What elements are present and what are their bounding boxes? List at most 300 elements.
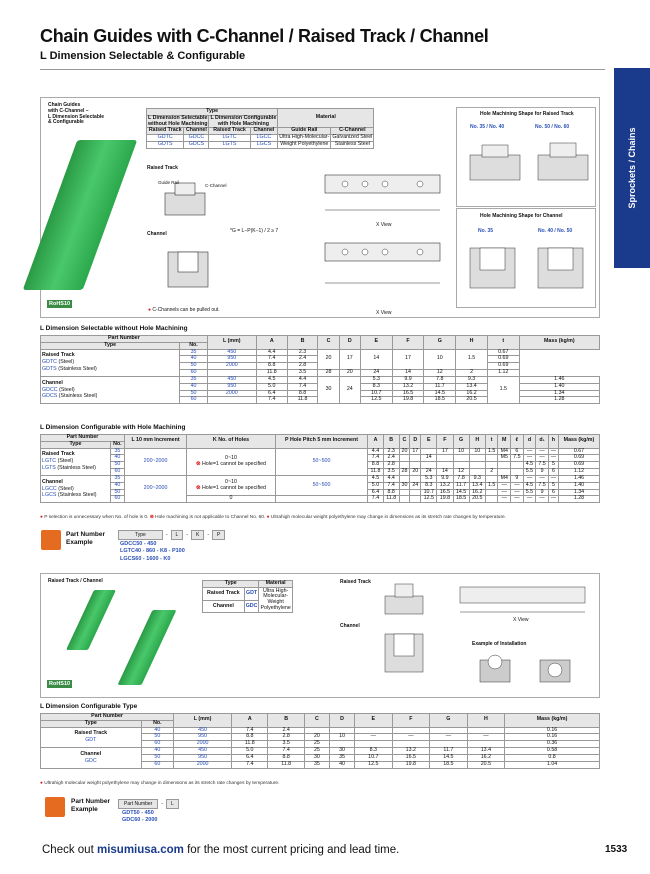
cell	[410, 489, 421, 496]
k-zero: 0	[187, 496, 276, 503]
cell: 5	[548, 462, 558, 469]
cell: 2.4	[268, 727, 304, 734]
cell: GDTS	[147, 142, 184, 149]
xview-label-1: X View	[376, 222, 392, 228]
pn2-header: Part Number - L	[118, 799, 179, 809]
cell: 10	[329, 734, 354, 741]
th: B	[287, 336, 318, 350]
cell: 20.5	[469, 496, 485, 503]
cell: 60	[110, 469, 124, 476]
cell: 19.8	[437, 496, 453, 503]
cell: 1.28	[519, 397, 599, 404]
cell: 2.8	[287, 363, 318, 370]
cell: 9.3	[469, 475, 485, 482]
cell: 3.5	[287, 370, 318, 377]
type-header: Type	[147, 109, 278, 116]
th: Part Number	[41, 336, 208, 343]
k-note: Hole=1 cannot be specified	[201, 460, 266, 467]
example: LGCS60 - 1600 - K0	[120, 555, 171, 562]
cell: 40	[329, 761, 354, 768]
cell: 14.5	[424, 390, 456, 397]
cell: 7.5	[536, 482, 549, 489]
cell: 8.8	[232, 734, 268, 741]
hole-channel-title: Hole Machining Shape for Channel	[480, 213, 563, 219]
x-icon: ⊗	[196, 460, 201, 467]
cell: 2.3	[383, 448, 399, 455]
cell: 9	[536, 469, 549, 476]
cell: 7.5	[511, 455, 524, 462]
cell	[511, 462, 524, 469]
cell: 7.4	[383, 482, 399, 489]
cell: 11.7	[424, 383, 456, 390]
cell: —	[523, 475, 536, 482]
cell: 35	[329, 754, 354, 761]
section2-plan-drawing	[455, 582, 595, 622]
th: Type	[203, 581, 259, 588]
mat: (Steel)	[59, 386, 75, 393]
cell: GDCS	[184, 142, 209, 149]
th: G	[453, 435, 469, 449]
col-without-hole: L Dimension Selectable without Hole Machining	[148, 114, 208, 127]
th: M	[498, 435, 511, 449]
cell: 0.36	[505, 741, 600, 748]
cell: 16.5	[392, 390, 424, 397]
cell: 8.8	[383, 489, 399, 496]
cell: 450	[207, 349, 256, 356]
cell: 450	[174, 748, 232, 755]
cell: 8.8	[256, 363, 287, 370]
pn1-header: Type - L - K - P	[118, 530, 225, 540]
th: P Hole Pitch 5 mm Increment	[275, 435, 367, 449]
group-type: Channel	[80, 750, 102, 757]
hole-channel-b: No. 40 / No. 50	[538, 228, 573, 234]
g-formula: *G = L−P(K−1) / 2 ≥ 7	[230, 228, 279, 234]
cell: 5.5	[523, 469, 536, 476]
pn: LGTC	[42, 458, 57, 465]
cell: 5.0	[232, 748, 268, 755]
note-icon: ●	[266, 515, 270, 520]
pn: LGCC	[42, 485, 57, 492]
cell: 0.69	[558, 455, 599, 462]
cell: 35	[180, 376, 208, 383]
cell: 2	[456, 370, 488, 377]
cell: 11.8	[268, 761, 304, 768]
material-header: Material	[278, 109, 374, 128]
cell: 5	[548, 482, 558, 489]
cell: 2.8	[268, 734, 304, 741]
cell: 18.5	[453, 496, 469, 503]
cell: 2000	[207, 390, 256, 397]
cell	[437, 455, 453, 462]
cell: Channel	[203, 600, 245, 613]
group	[41, 727, 142, 747]
group	[41, 475, 111, 502]
example: GDCC50 - 450	[120, 541, 157, 547]
cell: 40	[141, 727, 174, 734]
mat: (Steel)	[57, 458, 74, 465]
cell: 7.4	[256, 397, 287, 404]
cell: 10	[453, 448, 469, 455]
cell: 2.4	[287, 356, 318, 363]
cell: 1.5	[456, 349, 488, 369]
pn: GDT	[85, 737, 97, 744]
cell: 24	[421, 469, 437, 476]
th: D	[339, 336, 360, 350]
th: d	[523, 435, 536, 449]
cell: 60	[180, 370, 208, 377]
cell	[399, 489, 410, 496]
xview-label-2: X View	[376, 310, 392, 316]
cell: 0.67	[487, 349, 519, 356]
th: F	[392, 714, 430, 728]
cell: 1.5	[485, 448, 498, 455]
cell: 12.5	[360, 397, 392, 404]
th: H	[456, 336, 488, 350]
cell: 4.4	[383, 475, 399, 482]
cell: 0.69	[487, 356, 519, 363]
cell: 9.3	[456, 376, 488, 383]
cell: GDT	[244, 587, 259, 600]
cell: 30	[399, 482, 410, 489]
cell: —	[548, 475, 558, 482]
part-number-icon	[41, 530, 61, 550]
c-channel-label: C-Channel	[205, 183, 227, 188]
cell: 7.4	[232, 727, 268, 734]
cell: 4.5	[523, 462, 536, 469]
example: GDC60 - 2000	[122, 817, 158, 824]
cell: 9	[536, 489, 549, 496]
cell: 35	[110, 475, 124, 482]
section1-caption: Chain Guides with C-Channel – L Dimension Selectable & Configurable	[48, 102, 105, 126]
cell: 1.5	[487, 376, 519, 403]
cell: 5.0	[368, 482, 384, 489]
sub-h: Raised Track	[147, 128, 184, 135]
group-type: Raised Track	[42, 352, 75, 359]
cell: —	[523, 455, 536, 462]
footer-post: for the most current pricing and lead time.	[183, 844, 400, 856]
th: B	[383, 435, 399, 449]
th: L 10 mm Increment	[124, 435, 186, 449]
cell: —	[536, 496, 549, 503]
cell: Ultra High-Molecular-	[279, 134, 330, 141]
cell	[469, 455, 485, 462]
th: F	[437, 435, 453, 449]
pn-h: Type	[118, 530, 163, 540]
l-range: 200~2000	[124, 475, 186, 502]
th: G	[430, 714, 468, 728]
cell: GDCC	[184, 135, 209, 142]
cell: GDC	[244, 600, 259, 613]
cell: 6.4	[368, 489, 384, 496]
cell: —	[467, 734, 505, 741]
cell: 8.3	[360, 383, 392, 390]
cell: 18.5	[430, 761, 468, 768]
cell: 19.8	[392, 397, 424, 404]
p-range: 50~500	[275, 448, 367, 475]
cell: LGCC	[250, 135, 278, 142]
cell: 12.5	[421, 496, 437, 503]
cell: 10.7	[355, 754, 393, 761]
th: Type	[41, 720, 142, 727]
th: H	[469, 435, 485, 449]
th: Mass (kg/m)	[558, 435, 599, 449]
th: h	[548, 435, 558, 449]
cell: 11.8	[256, 370, 287, 377]
side-tab-sprockets[interactable]	[614, 68, 650, 268]
cell: 1.46	[519, 376, 599, 383]
cell: 4.4	[368, 448, 384, 455]
th: D	[410, 435, 421, 449]
group-type: Raised Track	[42, 451, 75, 458]
cell: Galvanized Steel	[332, 134, 373, 141]
cell: 60	[141, 741, 174, 748]
type-material-table	[146, 108, 374, 149]
sub-h: Guide Rail	[278, 128, 331, 135]
cell: —	[548, 455, 558, 462]
th: No.	[141, 720, 174, 727]
note: Ultrahigh molecular weight polyethylene may change in dimensions as its stretch rate changes by temperature.	[270, 515, 507, 520]
rohs-badge-1: RoHS10	[49, 301, 71, 307]
ch-section-drawing	[375, 622, 435, 687]
cell: 11.7	[453, 482, 469, 489]
k-range: 0~10	[225, 478, 237, 485]
cell: 35	[110, 448, 124, 455]
guide-rail-label: Guide Rail	[158, 180, 180, 185]
installation-drawing	[470, 650, 580, 690]
cell: 20.5	[467, 761, 505, 768]
cell: 450	[207, 376, 256, 383]
l-range: 200~2000	[124, 448, 186, 475]
pn: LGTS	[42, 465, 56, 472]
cell: 17	[392, 349, 424, 369]
pn: GDTC	[42, 359, 58, 366]
cell: 10	[469, 448, 485, 455]
rohs-badge-2: RoHS10	[49, 681, 71, 687]
th: E	[355, 714, 393, 728]
mat: (Steel)	[58, 359, 75, 366]
th: A	[256, 336, 287, 350]
th: Material	[259, 581, 292, 588]
cell: 18.5	[424, 397, 456, 404]
th: Mass (kg/m)	[505, 714, 600, 728]
cell	[485, 455, 498, 462]
th: Part Number	[41, 435, 125, 442]
cell: Ultra High- Molecular- Weight Polyethylene	[260, 587, 291, 611]
p-range: 50~500	[275, 475, 367, 495]
page-subtitle: L Dimension Selectable & Configurable	[40, 50, 246, 62]
cell: 7.8	[424, 376, 456, 383]
cell: 7.8	[453, 475, 469, 482]
cell: —	[523, 448, 536, 455]
table1-title: L Dimension Selectable without Hole Machining	[40, 325, 188, 332]
cell: 0.69	[487, 363, 519, 370]
k-cell	[187, 448, 276, 475]
note: P selection is unnecessary when No. of hole is 0.	[44, 515, 149, 520]
table2-title: L Dimension Configurable with Hole Machining	[40, 424, 186, 431]
cell: 17	[410, 448, 421, 455]
page-number: 1533	[605, 844, 628, 855]
cell: 25	[304, 741, 329, 748]
cell: 4.5	[256, 376, 287, 383]
cell: 6.4	[232, 754, 268, 761]
cell: 17	[437, 448, 453, 455]
cell: 950	[207, 356, 256, 363]
th: C	[318, 336, 339, 350]
cell: 9.9	[437, 475, 453, 482]
table3-title: L Dimension Configurable Type	[40, 703, 138, 710]
cell: 12.5	[355, 761, 393, 768]
cell: 7.4	[368, 455, 384, 462]
cell: 6	[511, 448, 524, 455]
channel-section-drawing	[158, 242, 218, 297]
cell: 4.5	[523, 482, 536, 489]
cell: 1.12	[558, 469, 599, 476]
cell: 4.4	[287, 376, 318, 383]
pull-out-note: C-Channels can be pulled out.	[152, 307, 220, 313]
cell: 2000	[207, 363, 256, 370]
cell: 5.0	[256, 383, 287, 390]
cell: 3.5	[268, 741, 304, 748]
cell: 4.4	[256, 349, 287, 356]
cell: 6.4	[256, 390, 287, 397]
cell: 13.2	[392, 748, 430, 755]
cell: 40	[141, 748, 174, 755]
cell: 25	[304, 748, 329, 755]
cell: 6	[548, 469, 558, 476]
mat: (Steel)	[58, 485, 74, 492]
cell: 950	[207, 383, 256, 390]
cell: 10	[424, 349, 456, 369]
cell: 20	[399, 448, 410, 455]
cell: 20	[318, 349, 339, 369]
th: H	[467, 714, 505, 728]
k-cell	[187, 475, 276, 495]
cell: 20	[339, 370, 360, 377]
cell: —	[523, 496, 536, 503]
th: Part Number	[41, 714, 174, 721]
cell: 9	[511, 475, 524, 482]
cell: —	[511, 482, 524, 489]
pn-h: K	[191, 530, 204, 540]
pn2-examples	[122, 810, 157, 825]
sub-h: Raised Track	[209, 128, 250, 135]
cell: 3.5	[383, 469, 399, 476]
hole-channel-drawings	[460, 238, 595, 303]
th: G	[424, 336, 456, 350]
cell: 0.16	[505, 734, 600, 741]
cell: LGCS	[250, 142, 278, 149]
cell: 950	[174, 734, 232, 741]
cell: —	[536, 455, 549, 462]
group	[41, 748, 142, 768]
th: E	[360, 336, 392, 350]
raised-track-plan-drawing	[305, 170, 445, 230]
cell: 8.8	[368, 462, 384, 469]
cell: 7.4	[232, 761, 268, 768]
footer-link[interactable]: misumiusa.com	[96, 844, 184, 856]
th: L (mm)	[207, 336, 256, 350]
cell: 13.4	[467, 748, 505, 755]
th: L (mm)	[174, 714, 232, 728]
xview-label-3: X View	[513, 617, 529, 623]
mat: (Stainless Steel)	[57, 465, 96, 472]
th: t	[485, 435, 498, 449]
th: E	[421, 435, 437, 449]
hole-raised-a: No. 35 / No. 40	[470, 124, 505, 130]
pn-h: L	[166, 799, 179, 809]
pn: GDC	[84, 757, 97, 764]
cell: 50	[141, 734, 174, 741]
cell: —	[536, 448, 549, 455]
cell: 9.9	[392, 376, 424, 383]
cell: 50	[180, 363, 208, 370]
cell: 0.16	[505, 727, 600, 734]
cell: M4	[498, 475, 511, 482]
cell: 2	[485, 469, 498, 476]
ch-label: Channel	[340, 623, 360, 629]
cell: 7.4	[268, 748, 304, 755]
cell: 11.7	[430, 748, 468, 755]
side-tab-label: Sprockets / Chains	[627, 127, 637, 209]
channel-plan-drawing	[305, 238, 445, 298]
cell: 30	[304, 754, 329, 761]
pn: GDCC	[42, 386, 58, 393]
cell: 14	[437, 469, 453, 476]
pn: LGCS	[42, 492, 57, 499]
cell: 2.4	[383, 455, 399, 462]
cell: 14	[421, 455, 437, 462]
cell: 8.3	[421, 482, 437, 489]
footer-pre: Check out	[42, 844, 97, 856]
cell: Stainless Steel	[331, 142, 374, 149]
cell: 10.7	[421, 489, 437, 496]
cell: 35	[180, 349, 208, 356]
cell: 11.8	[383, 496, 399, 503]
cell: 50	[110, 462, 124, 469]
pn-h: P	[212, 530, 225, 540]
th: A	[232, 714, 268, 728]
example: GDT50 - 450	[122, 810, 154, 816]
cell: 5.3	[360, 376, 392, 383]
cell: 0.67	[558, 448, 599, 455]
cell: 2.8	[383, 462, 399, 469]
mat: (Stainless Steel)	[57, 492, 97, 499]
th: Type	[41, 342, 180, 349]
cell: 11.8	[287, 397, 318, 404]
cell: 10.7	[360, 390, 392, 397]
cell: 35	[304, 761, 329, 768]
cell	[469, 462, 485, 469]
pn: GDCS	[42, 393, 58, 400]
cell: —	[430, 734, 468, 741]
rt-section-drawing	[375, 578, 435, 623]
mat: (Stainless Steel)	[58, 366, 97, 373]
rt-label: Raised Track	[340, 579, 371, 585]
cell: 13.2	[392, 383, 424, 390]
cell: 24	[360, 370, 392, 377]
cell: 1.28	[558, 496, 599, 503]
cell: 30	[329, 748, 354, 755]
th: No.	[180, 342, 208, 349]
cell: 1.12	[487, 370, 519, 377]
th: Mass (kg/m)	[519, 336, 599, 350]
cell: —	[548, 448, 558, 455]
cell: —	[498, 482, 511, 489]
cell: 14.5	[430, 754, 468, 761]
mat: (Stainless Steel)	[58, 393, 98, 400]
cell: 1.5	[485, 482, 498, 489]
cell: M5	[498, 455, 511, 462]
